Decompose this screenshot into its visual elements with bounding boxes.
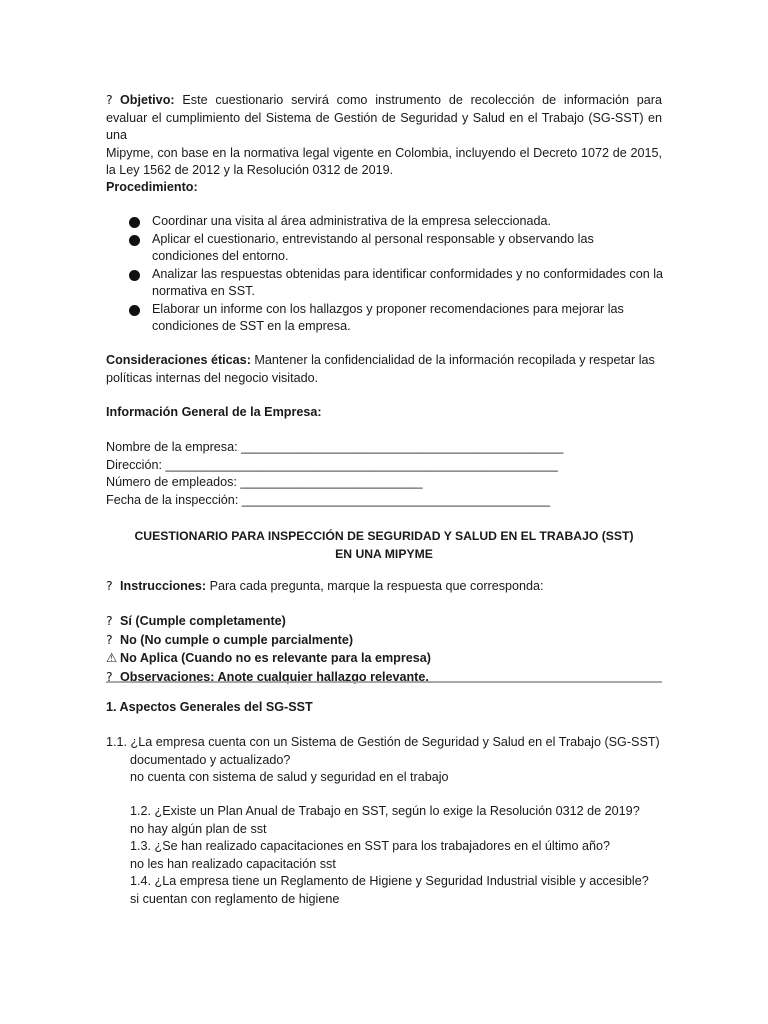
question-text-cont: documentado y actualizado? bbox=[130, 752, 291, 767]
answer-options bbox=[106, 612, 662, 686]
question-1-2: 1.2. ¿Existe un Plan Anual de Trabajo en SST, según lo exige la Resolución 0312 de 2019? bbox=[130, 804, 640, 818]
procedure-list bbox=[129, 213, 663, 336]
question-1-1 bbox=[106, 734, 662, 787]
company-name-field: Nombre de la empresa: ______________________________________________ bbox=[106, 440, 564, 454]
answer-1-2: no hay algún plan de sst bbox=[130, 821, 267, 836]
instructions-label: Instrucciones: bbox=[120, 579, 207, 593]
check-icon: ? bbox=[106, 613, 113, 628]
answer-1-4: si cuentan con reglamento de higiene bbox=[130, 891, 340, 906]
company-info-fields bbox=[106, 439, 563, 509]
ethics-text: Mantener la confidencialidad de la información recopilada y respetar las políticas internas del negocio visitado. bbox=[106, 353, 655, 385]
bullet-icon bbox=[129, 270, 140, 281]
objective-paragraph bbox=[106, 91, 662, 180]
address-field: Dirección: ________________________________________________________ bbox=[106, 457, 558, 472]
employees-field: Número de empleados: __________________________ bbox=[106, 475, 423, 489]
answer-1-3: no les han realizado capacitación sst bbox=[130, 856, 336, 871]
instructions bbox=[106, 577, 662, 596]
objective-text-1: Este cuestionario servirá como instrumento de recolección de información para bbox=[182, 93, 663, 107]
warning-icon: ⚠ bbox=[106, 650, 118, 665]
list-item: Aplicar el cuestionario, entrevistando al personal responsable y observando las condiciones del entorno. bbox=[129, 231, 610, 266]
list-item: Analizar las respuestas obtenidas para identificar conformidades y no conformidades con la normativa en SST. bbox=[129, 266, 667, 301]
objective-line-3: Mipyme, con base en la normativa legal vigente en Colombia, incluyendo el Decreto 1072 de 2015, bbox=[106, 145, 662, 160]
objective-icon: ? bbox=[106, 92, 113, 107]
option-yes: ? Sí (Cumple completamente) bbox=[106, 613, 286, 628]
instructions-text: Para cada pregunta, marque la respuesta que corresponda: bbox=[209, 579, 544, 593]
objective-line-4: la Ley 1562 de 2012 y la Resolución 0312 de 2019. bbox=[106, 163, 394, 177]
bullet-icon bbox=[129, 217, 140, 228]
objective-line-1 bbox=[106, 91, 662, 110]
section-1-heading: 1. Aspectos Generales del SG-SST bbox=[106, 700, 313, 714]
objective-label: Objetivo: bbox=[120, 93, 175, 107]
ethics-paragraph bbox=[106, 352, 662, 387]
option-not-applicable: ⚠ No Aplica (Cuando no es relevante para la empresa) bbox=[106, 650, 431, 665]
question-text: 1.1. ¿La empresa cuenta con un Sistema de Gestión de Seguridad y Salud en el Trabajo (SG-SST) bbox=[106, 735, 660, 749]
option-no: ? No (No cumple o cumple parcialmente) bbox=[106, 631, 354, 647]
note-icon: ? bbox=[106, 668, 113, 684]
company-info-heading: Información General de la Empresa: bbox=[106, 405, 322, 419]
option-observations: ? Observaciones: Anote cualquier hallazgo relevante. bbox=[106, 668, 429, 684]
objective-line-2: evaluar el cumplimiento del Sistema de Gestión de Seguridad y Salud en el Trabajo (SG-SST) en una bbox=[106, 110, 662, 142]
cross-icon: ? bbox=[106, 631, 113, 647]
procedure-heading: Procedimiento: bbox=[106, 180, 198, 194]
list-item: Elaborar un informe con los hallazgos y proponer recomendaciones para mejorar las condiciones de SST en la empresa. bbox=[129, 301, 662, 336]
list-item: Coordinar una visita al área administrativa de la empresa seleccionada. bbox=[129, 213, 572, 231]
question-1-4: 1.4. ¿La empresa tiene un Reglamento de Higiene y Seguridad Industrial visible y accesible? bbox=[130, 874, 649, 888]
questionnaire-title: CUESTIONARIO PARA INSPECCIÓN DE SEGURIDAD Y SALUD EN EL TRABAJO (SST) EN UNA MIPYME bbox=[134, 529, 634, 561]
ethics-label: Consideraciones éticas: bbox=[106, 353, 251, 367]
question-1-3: 1.3. ¿Se han realizado capacitaciones en SST para los trabajadores en el último año? bbox=[130, 839, 611, 853]
bullet-icon bbox=[129, 235, 140, 246]
answer-text: no cuenta con sistema de salud y seguridad en el trabajo bbox=[130, 770, 449, 784]
questions-1-2-to-1-4 bbox=[130, 803, 662, 908]
instructions-icon: ? bbox=[106, 578, 113, 593]
bullet-icon bbox=[129, 305, 140, 316]
inspection-date-field: Fecha de la inspección: ____________________________________________ bbox=[106, 492, 550, 507]
horizontal-divider bbox=[106, 681, 662, 683]
